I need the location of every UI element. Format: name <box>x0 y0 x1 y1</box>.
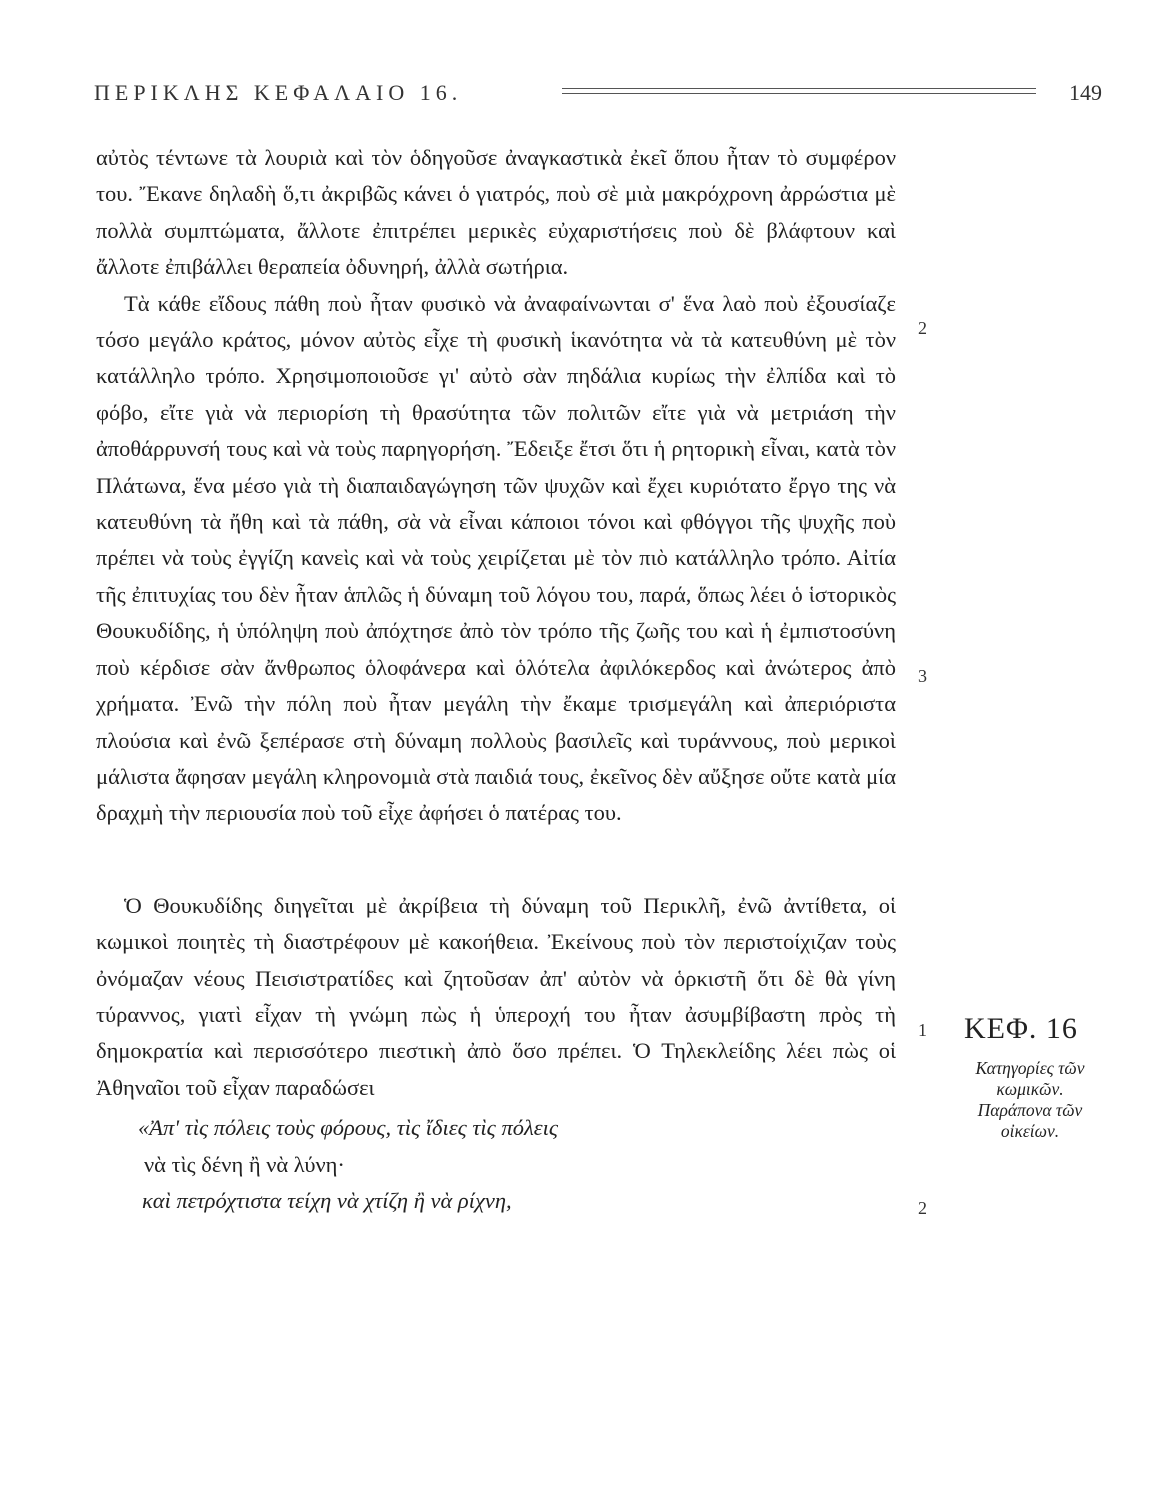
paragraph: Τὰ κάθε εἴδους πάθη ποὺ ἦταν φυσικὸ νὰ ἀναφαίνωνται σ' ἕνα λαὸ ποὺ ἐξουσίαζε τόσο μεγάλο κράτος, μόνον αὐτὸς εἶχε τὴ φυσικὴ ἱκανότητα νὰ τὰ κατευθύνη μὲ τὸν κατάλληλο τρόπο. Χρησιμοποιοῦσε γι' αὐτὸ σὰν πηδάλια κυρίως τὴν ἐλπίδα καὶ τὸ φόβο, εἴτε γιὰ νὰ περιορίση τὴ θρασύτητα τῶν πολιτῶν εἴτε γιὰ νὰ μετριάση τὴν ἀποθάρρυνσή τους καὶ νὰ τοὺς παρηγορήση. Ἔδειξε ἔτσι ὅτι ἡ ρητορικὴ εἶναι, κατὰ τὸν Πλάτωνα, ἕνα μέσο γιὰ τὴ διαπαιδαγώγηση τῶν ψυχῶν καὶ ἔχει κυριότατο ἔργο της νὰ κατευθύνη τὰ ἤθη καὶ τὰ πάθη, σὰ νὰ εἶναι κάποιοι τόνοι καὶ φθόγγοι τῆς ψυχῆς ποὺ πρέπει νὰ τοὺς ἐγγίζη κανεὶς καὶ νὰ τοὺς χειρίζεται μὲ τὸν πιὸ κατάλληλο τρόπο. Αἰτία τῆς ἐπιτυχίας του δὲν ἦταν ἁπλῶς ἡ δύναμη τοῦ λόγου του, παρά, ὅπως λέει ὁ ἱστορικὸς Θουκυδίδης, ἡ ὑπόληψη ποὺ ἀπόχτησε ἀπὸ τὸν τρόπο τῆς ζωῆς του καὶ ἡ ἐμπιστοσύνη ποὺ κέρδισε σὰν ἄνθρωπος ὁλοφάνερα καὶ ὁλότελα ἀφιλόκερδος καὶ ἀνώτερος ἀπὸ χρήματα. Ἐνῶ τὴν πόλη ποὺ ἦταν μεγάλη τὴν ἔκαμε τρισμεγάλη καὶ ἀπεριόριστα πλούσια καὶ ἐνῶ ξεπέρασε στὴ δύναμη πολλοὺς βασιλεῖς καὶ τυράννους, ποὺ μερικοὶ μάλιστα ἄφησαν μεγάλη κληρονομιὰ στὰ παιδιά τους, ἐκεῖνος δὲν αὔξησε οὔτε κατὰ μία δραχμὴ τὴν περιουσία ποὺ τοῦ εἶχε ἀφήσει ὁ πατέρας του. <box>96 290 896 826</box>
header-rule <box>562 88 1036 94</box>
paragraph: Ὁ Θουκυδίδης διηγεῖται μὲ ἀκρίβεια τὴ δύναμη τοῦ Περικλῆ, ἐνῶ ἀντίθετα, οἱ κωμικοὶ ποιητὲς τὴ διαστρέφουν μὲ κακοήθεια. Ἐκείνους ποὺ τὸν περιστοίχιζαν τοὺς ὀνόμαζαν νέους Πεισιστρατίδες καὶ ζητοῦσαν ἀπ' αὐτὸν νὰ ὁρκιστῆ ὅτι δὲ θὰ γίνη τύραννος, γιατὶ εἶχαν τὴ γνώμη πὼς ἡ ὑπεροχή του ἦταν ἀσυμβίβαστη πρὸς τὴ δημοκρατία καὶ περισσότερο πιεστικὴ ἀπὸ ὅσο πρέπει. Ὁ Τηλεκλείδης λέει πὼς οἱ Ἀθηναῖοι τοῦ εἶχαν παραδώσει <box>96 892 896 1100</box>
paragraph: αὐτὸς τέντωνε τὰ λουριὰ καὶ τὸν ὁδηγοῦσε ἀναγκαστικὰ ἐκεῖ ὅπου ἦταν τὸ συμφέρον του. Ἔκανε δηλαδὴ ὅ,τι ἀκριβῶς κάνει ὁ γιατρός, ποὺ σὲ μιὰ μακρόχρονη ἀρρώστια μὲ πολλὰ συμπτώματα, ἄλλοτε ἐπιτρέπει μερικὲς εὐχαριστήσεις ποὺ δὲ βλάφτουν καὶ ἄλλοτε ἐπιβάλλει θεραπεία ὀδυνηρή, ἀλλὰ σωτήρια. <box>96 145 896 280</box>
main-text <box>96 140 896 1219</box>
side-note: Κατηγορίες τῶν κωμικῶν. Παράπονα τῶν οἰκείων. <box>975 1058 1085 1141</box>
page-header <box>94 80 1102 112</box>
page-number: 149 <box>1069 80 1102 105</box>
margin-section-number: 1 <box>918 1020 927 1040</box>
running-head: ΠΕΡΙΚΛΗΣ ΚΕΦΑΛΑΙΟ 16. <box>94 80 463 105</box>
verse-quote <box>96 1110 896 1219</box>
chapter-label: ΚΕΦ. 16 <box>964 1012 1078 1045</box>
section-gap <box>96 832 896 888</box>
verse-line: καὶ πετρόχτιστα τείχη νὰ χτίζη ἢ νὰ ρίχνη, <box>142 1187 512 1213</box>
verse-line: νὰ τὶς δένη ἢ νὰ λύνη· <box>144 1151 345 1177</box>
margin-section-number: 2 <box>918 318 927 338</box>
verse-line: «Ἀπ' τὶς πόλεις τοὺς φόρους, τὶς ἴδιες τὶς πόλεις <box>138 1115 558 1141</box>
margin-section-number: 3 <box>918 666 927 686</box>
margin-sidebar <box>964 1012 1104 1142</box>
margin-section-number: 2 <box>918 1198 927 1218</box>
